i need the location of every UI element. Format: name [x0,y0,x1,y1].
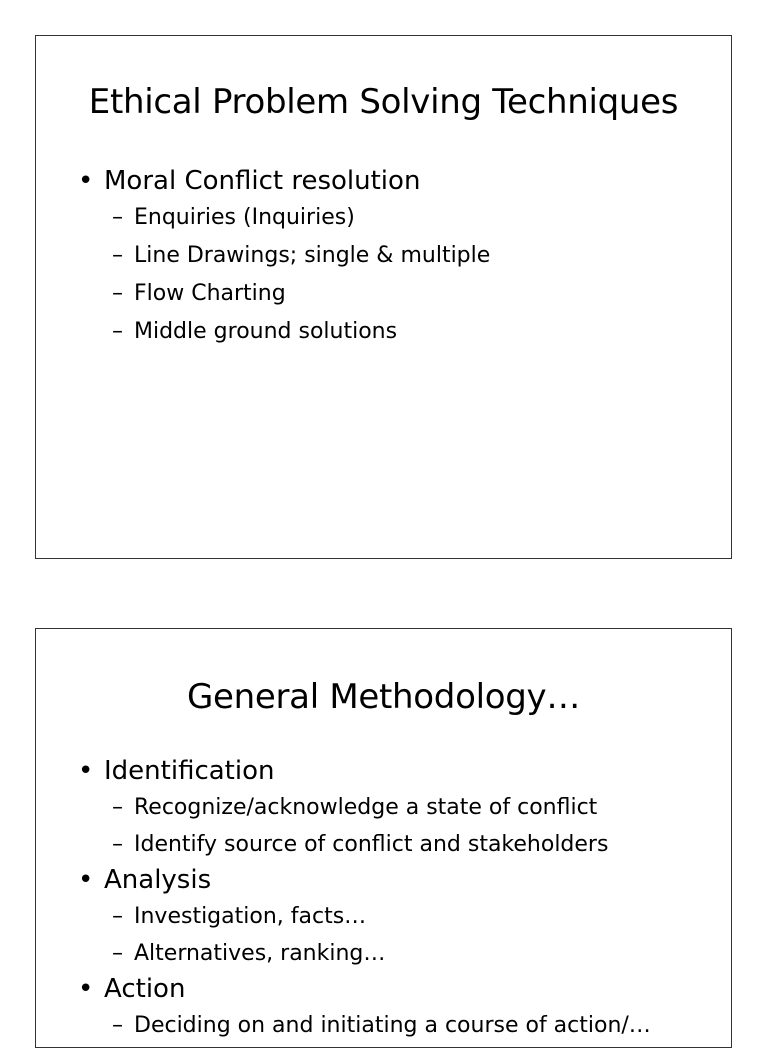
sub-bullet-list [104,898,651,972]
sub-bullet-item: – Investigation, facts… [104,898,651,935]
slide-ethical-problem-solving [35,35,732,559]
bullet-item [78,754,651,863]
bullet-list [78,164,490,351]
sub-bullet-item: – Middle ground solutions [104,313,490,351]
bullet-item [78,972,651,1044]
sub-bullet-list [104,199,490,351]
bullet-item [78,863,651,972]
sub-bullet-item: – Enquiries (Inquiries) [104,199,490,237]
sub-bullet-item: – Line Drawings; single & multiple [104,237,490,275]
bullet-text: Analysis [104,865,212,895]
bullet-list [78,754,651,1044]
sub-bullet-item: – Identify source of conflict and stakeholders [104,826,651,863]
sub-bullet-item: – Deciding on and initiating a course of action/… [104,1007,651,1044]
bullet-item [78,164,490,351]
sub-bullet-list [104,1007,651,1044]
sub-bullet-item: – Recognize/acknowledge a state of conflict [104,789,651,826]
slide-general-methodology [35,628,732,1048]
bullet-text: Moral Conflict resolution [104,166,421,196]
sub-bullet-item: – Alternatives, ranking… [104,935,651,972]
slide-title: General Methodology… [186,677,581,717]
bullet-text: Identification [104,756,275,786]
slide-title: Ethical Problem Solving Techniques [88,82,679,122]
sub-bullet-item: – Flow Charting [104,275,490,313]
bullet-text: Action [104,974,186,1004]
sub-bullet-list [104,789,651,863]
